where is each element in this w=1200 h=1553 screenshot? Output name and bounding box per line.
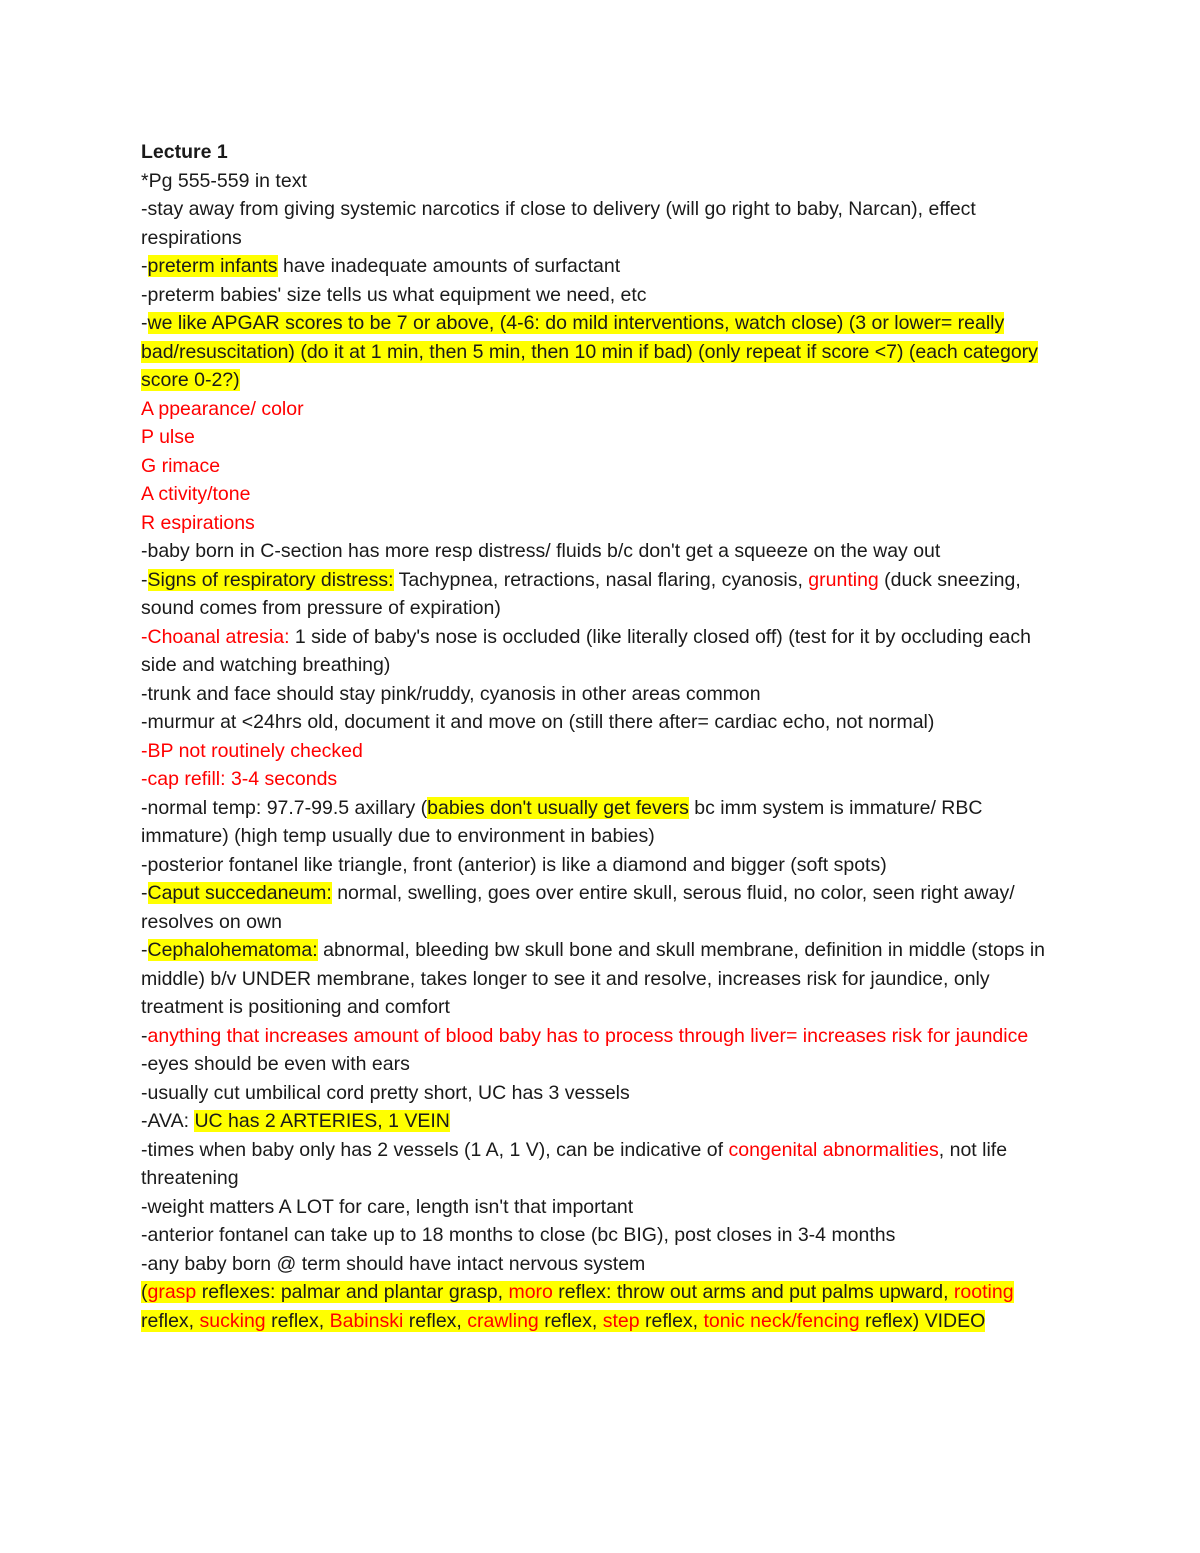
note-line bbox=[141, 167, 1061, 196]
text-run: -baby born in C-section has more resp distress/ fluids b/c don't get a squeeze on the way out bbox=[141, 540, 941, 562]
note-line bbox=[141, 851, 1061, 880]
red-emphasis-text: anything that increases amount of blood baby has to process through liver= increases risk for jaundice bbox=[147, 1024, 1029, 1047]
text-run: -stay away from giving systemic narcotics if close to delivery (will go right to baby, Narcan), effect respirations bbox=[141, 198, 976, 249]
highlighted-text: Signs of respiratory distress: bbox=[147, 568, 394, 591]
text-run: -murmur at <24hrs old, document it and move on (still there after= cardiac echo, not normal) bbox=[141, 711, 935, 733]
note-line bbox=[141, 1193, 1061, 1222]
red-emphasis-text: congenital abnormalities bbox=[728, 1138, 939, 1161]
note-line bbox=[141, 1136, 1061, 1193]
note-line bbox=[141, 423, 1061, 452]
highlighted-text: Cephalohematoma: bbox=[147, 939, 318, 961]
highlighted-text: ( bbox=[141, 1281, 148, 1303]
note-line bbox=[141, 309, 1061, 395]
note-line bbox=[141, 1079, 1061, 1108]
text-run: - bbox=[141, 1024, 148, 1047]
text-run: -eyes should be even with ears bbox=[141, 1053, 410, 1075]
text-run: - bbox=[141, 568, 148, 591]
highlighted-red-text: sucking bbox=[199, 1309, 266, 1332]
text-run: -anterior fontanel can take up to 18 months to close (bc BIG), post closes in 3-4 months bbox=[141, 1224, 896, 1246]
text-run: have inadequate amounts of surfactant bbox=[277, 255, 621, 277]
highlighted-red-text: tonic neck/fencing bbox=[703, 1309, 860, 1332]
note-line bbox=[141, 537, 1061, 566]
note-line bbox=[141, 794, 1061, 851]
red-emphasis-text: A ppearance/ color bbox=[141, 397, 304, 420]
highlighted-text: we like APGAR scores to be 7 or above, (4-6: do mild interventions, watch close) (3 or lower= really bad/resuscitation) (do it at 1 min, then 5 min, then 10 min if bad) (only repeat if score <7) (each category score 0-2?) bbox=[141, 312, 1038, 391]
highlighted-text: reflex, bbox=[639, 1309, 704, 1332]
text-run: abnormal, bleeding bw skull bone and skull membrane, definition in middle (stops in middle) b/v UNDER membrane, takes longer to see it and resolve, increases risk for jaundice, only treatment is positioning and comfort bbox=[141, 939, 1046, 1018]
highlighted-red-text: grasp bbox=[147, 1281, 197, 1303]
highlighted-text: reflex, bbox=[538, 1309, 603, 1332]
note-line bbox=[141, 509, 1061, 538]
red-emphasis-text: -Choanal atresia: bbox=[141, 625, 290, 648]
note-line bbox=[141, 1278, 1061, 1335]
text-run: - bbox=[141, 882, 148, 904]
text-run: -weight matters A LOT for care, length isn't that important bbox=[141, 1195, 634, 1218]
text-run: -times when baby only has 2 vessels (1 A, 1 V), can be indicative of bbox=[141, 1138, 729, 1161]
note-line bbox=[141, 1250, 1061, 1279]
highlighted-text: reflexes: palmar and plantar grasp, bbox=[196, 1281, 509, 1303]
note-line bbox=[141, 395, 1061, 424]
text-run: , not life threatening bbox=[141, 1138, 1008, 1189]
text-run: 1 side of baby's nose is occluded (like literally closed off) (test for it by occluding each side and watching breathing) bbox=[141, 625, 1031, 676]
highlighted-text: UC has 2 ARTERIES, 1 VEIN bbox=[194, 1110, 450, 1132]
text-run: -trunk and face should stay pink/ruddy, cyanosis in other areas common bbox=[141, 682, 761, 705]
note-line bbox=[141, 566, 1061, 623]
text-run: -normal temp: 97.7-99.5 axillary ( bbox=[141, 796, 428, 819]
note-line bbox=[141, 1107, 1061, 1136]
highlighted-text: reflex, bbox=[403, 1309, 468, 1332]
highlighted-text: reflex, bbox=[141, 1309, 200, 1332]
text-run: (duck sneezing, sound comes from pressure of expiration) bbox=[141, 568, 1021, 619]
note-line bbox=[141, 452, 1061, 481]
note-line bbox=[141, 680, 1061, 709]
highlighted-text: reflex, bbox=[265, 1309, 330, 1332]
highlighted-text: babies don't usually get fevers bbox=[427, 796, 689, 819]
text-run: - bbox=[141, 255, 148, 277]
note-line bbox=[141, 765, 1061, 794]
highlighted-red-text: step bbox=[602, 1309, 640, 1332]
text-run: -usually cut umbilical cord pretty short, UC has 3 vessels bbox=[141, 1081, 630, 1104]
note-line bbox=[141, 708, 1061, 737]
red-emphasis-text: P ulse bbox=[141, 426, 195, 448]
text-run: -any baby born @ term should have intact nervous system bbox=[141, 1252, 646, 1275]
note-line bbox=[141, 936, 1061, 1022]
text-run: -posterior fontanel like triangle, front (anterior) is like a diamond and bigger (soft spots) bbox=[141, 853, 887, 876]
note-line bbox=[141, 1050, 1061, 1079]
red-emphasis-text: G rimace bbox=[141, 454, 221, 477]
note-line bbox=[141, 252, 1061, 281]
note-line bbox=[141, 480, 1061, 509]
highlighted-red-text: crawling bbox=[467, 1309, 539, 1332]
text-run: - bbox=[141, 939, 148, 961]
note-line bbox=[141, 1221, 1061, 1250]
note-line bbox=[141, 1022, 1061, 1051]
text-run: bc imm system is immature/ RBC immature) (high temp usually due to environment in babies) bbox=[141, 796, 983, 847]
note-line bbox=[141, 623, 1061, 680]
note-line bbox=[141, 195, 1061, 252]
text-run: Lecture 1 bbox=[141, 141, 228, 163]
text-run: -preterm babies' size tells us what equipment we need, etc bbox=[141, 283, 647, 306]
red-emphasis-text: R espirations bbox=[141, 511, 255, 534]
highlighted-text: reflex) VIDEO bbox=[859, 1309, 986, 1332]
note-line bbox=[141, 879, 1061, 936]
text-run: *Pg 555-559 in text bbox=[141, 169, 307, 192]
red-emphasis-text: grunting bbox=[808, 568, 879, 591]
red-emphasis-text: -BP not routinely checked bbox=[141, 739, 363, 762]
red-emphasis-text: -cap refill: 3-4 seconds bbox=[141, 768, 338, 790]
document-title bbox=[141, 138, 1061, 167]
highlighted-red-text: Babinski bbox=[329, 1309, 404, 1332]
text-run: Tachypnea, retractions, nasal flaring, cyanosis, bbox=[393, 568, 809, 591]
red-emphasis-text: A ctivity/tone bbox=[141, 483, 251, 505]
highlighted-text: Caput succedaneum: bbox=[147, 882, 332, 904]
text-run: - bbox=[141, 312, 148, 334]
highlighted-red-text: rooting bbox=[953, 1281, 1014, 1303]
note-line bbox=[141, 737, 1061, 766]
lecture-notes-document bbox=[141, 138, 1061, 1335]
highlighted-text: reflex: throw out arms and put palms upward, bbox=[552, 1281, 954, 1303]
highlighted-text: preterm infants bbox=[147, 255, 278, 277]
highlighted-red-text: moro bbox=[508, 1281, 553, 1303]
text-run: -AVA: bbox=[141, 1110, 195, 1132]
text-run: normal, swelling, goes over entire skull, serous fluid, no color, seen right away/ resolves on own bbox=[141, 882, 1015, 933]
note-line bbox=[141, 281, 1061, 310]
